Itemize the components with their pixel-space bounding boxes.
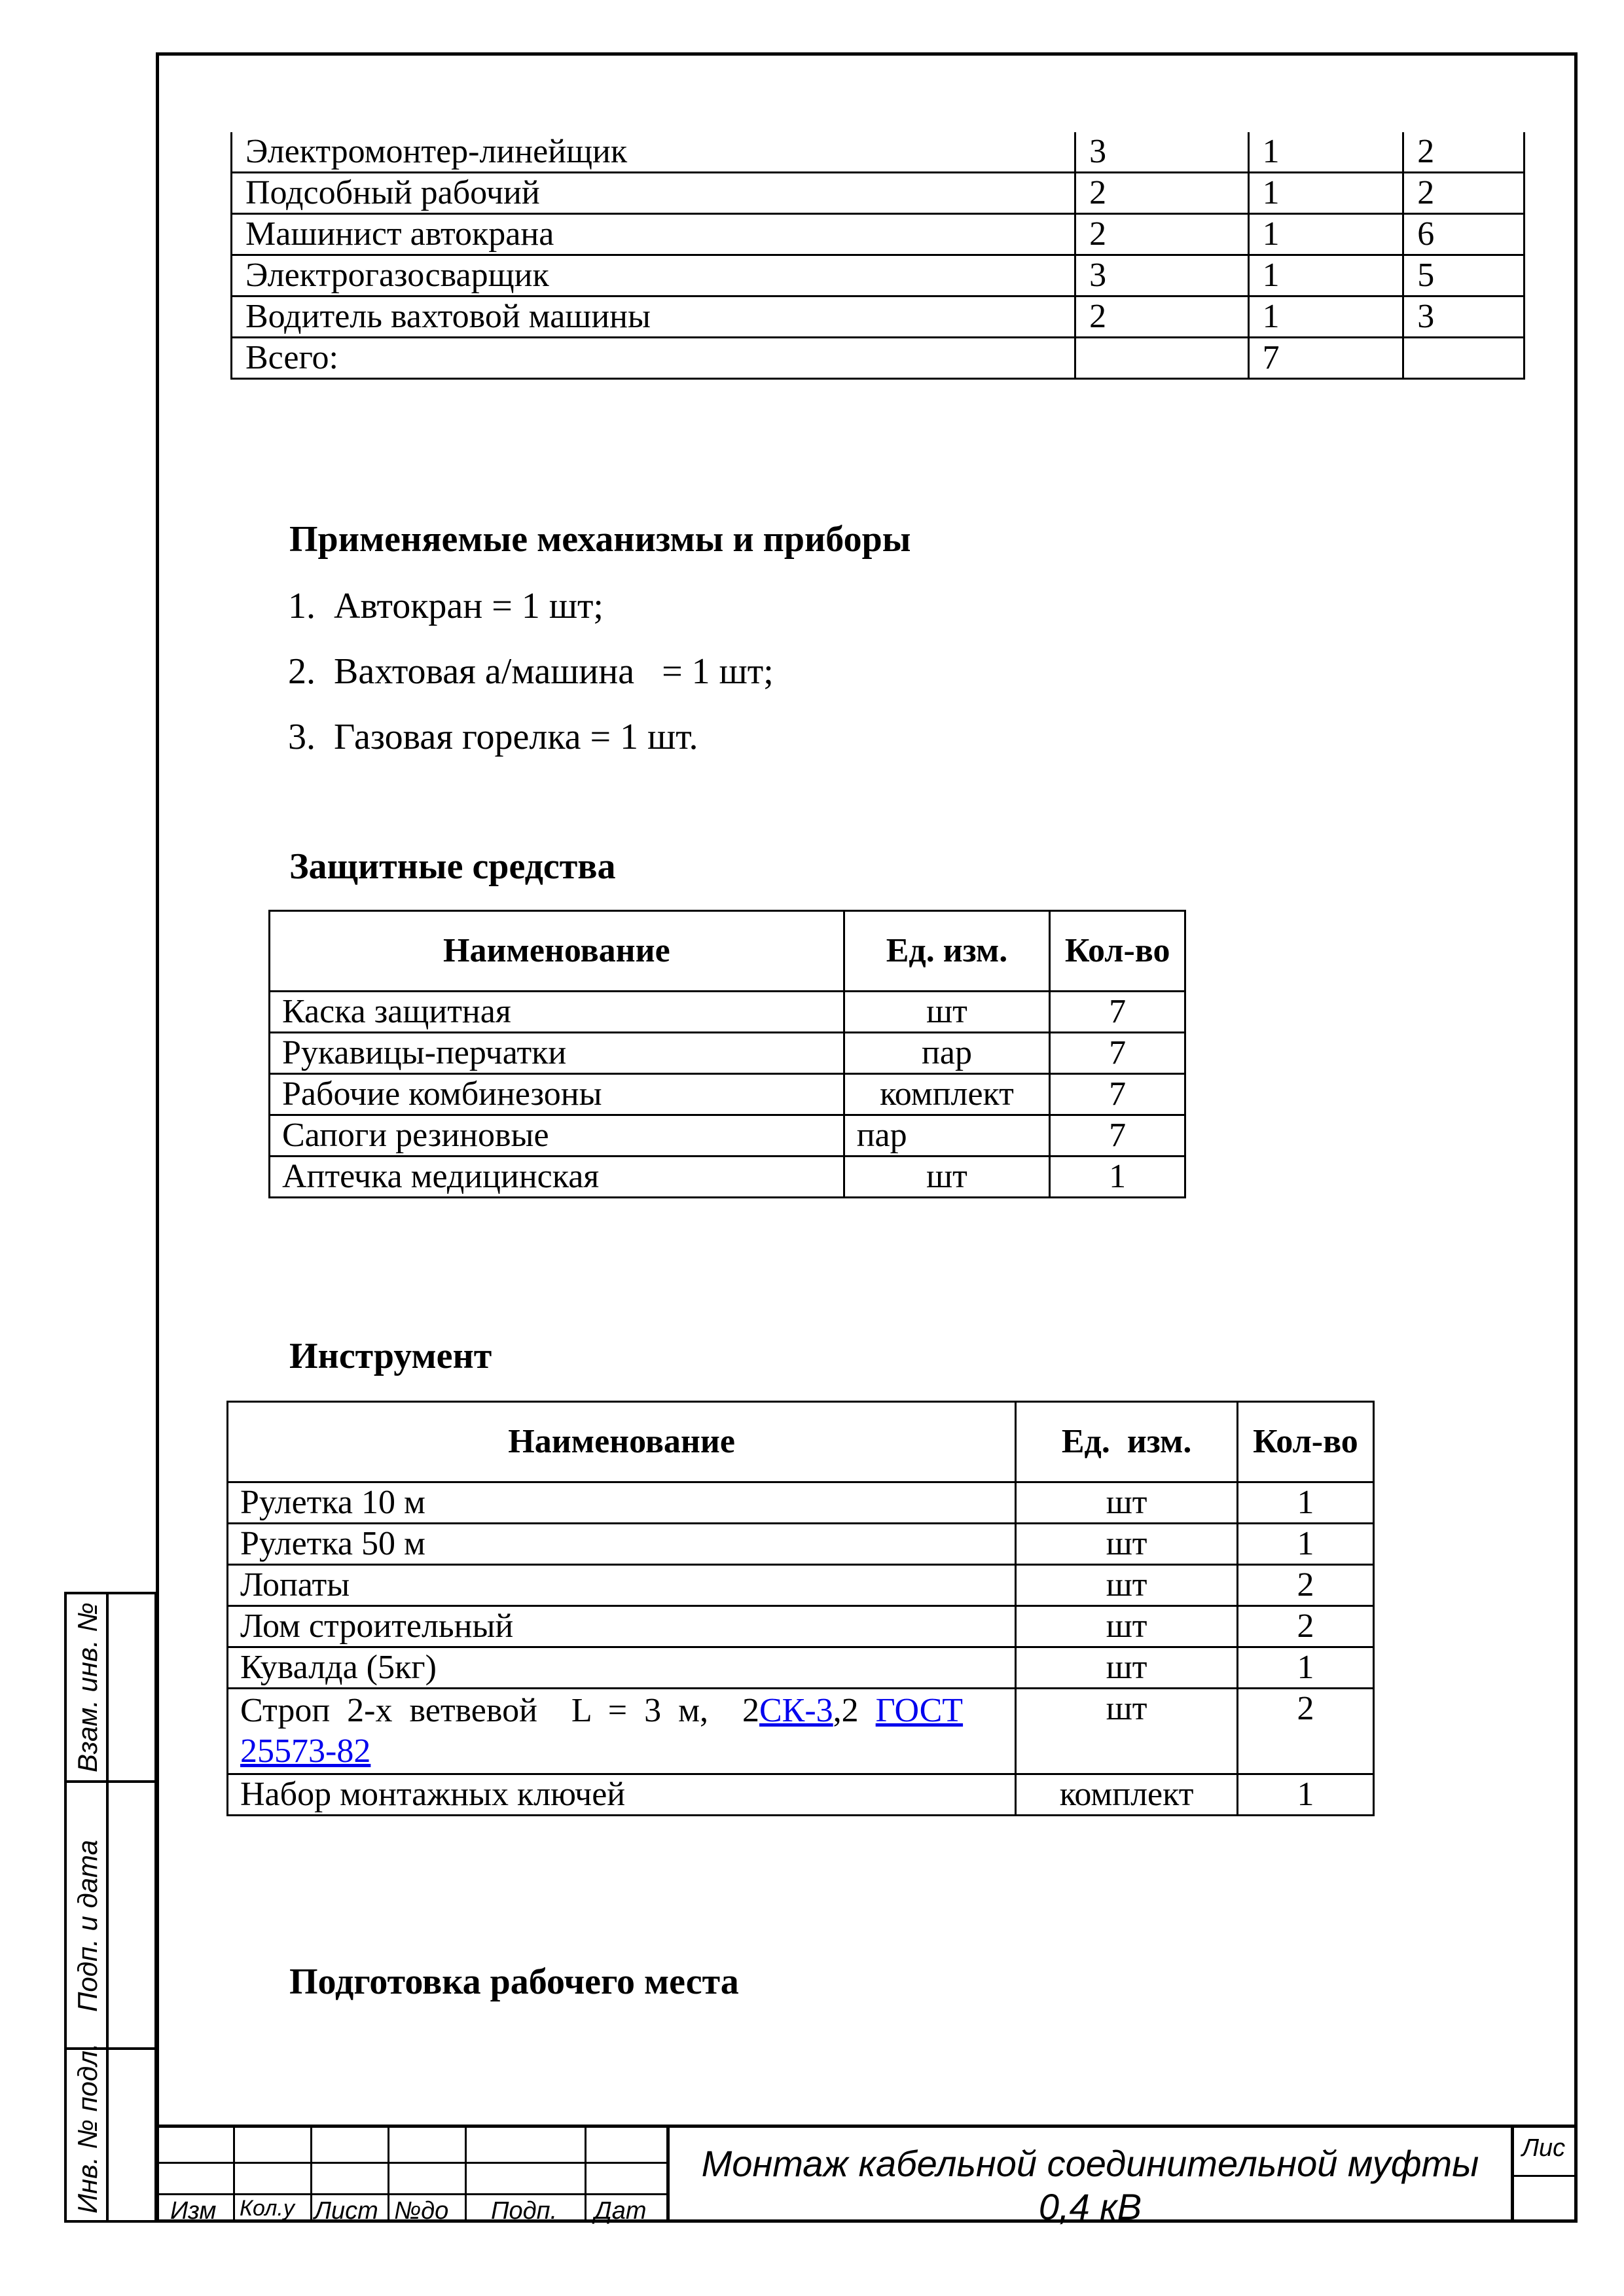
table-row [232,214,1525,255]
table-row [232,132,1525,173]
count-cell: 7 [1248,338,1403,379]
table-row [232,173,1525,214]
strop-text: Строп 2-х ветвевой L = 3 м, 2 [240,1692,759,1729]
col-label-ndok: №до [394,2197,449,2225]
count-cell: 1 [1248,255,1403,296]
title-line-1: Монтаж кабельной соединительной муфты [701,2143,1479,2184]
table-row [270,992,1185,1033]
mechanism-item-3: 3. Газовая горелка = 1 шт. [288,717,698,757]
tools-table [226,1401,1375,1816]
table-row [270,1074,1185,1115]
sk3-link[interactable]: СК-3 [759,1692,833,1729]
qty-cell: 7 [1050,992,1185,1033]
name-cell: Рукавицы-перчатки [270,1033,844,1074]
qty-cell: 1 [1237,1524,1373,1565]
table-row [232,255,1525,296]
col-header-name: Наименование [228,1402,1016,1482]
col-label-podp: Подп. [491,2197,558,2225]
unit-cell: пар [844,1115,1050,1157]
name-cell: Рабочие комбинезоны [270,1074,844,1115]
table-row [228,1524,1374,1565]
qty-cell: 7 [1050,1115,1185,1157]
name-cell: Лом строительный [228,1606,1016,1647]
grade-cell: 2 [1075,173,1249,214]
name-cell: Сапоги резиновые [270,1115,844,1157]
table-row [232,338,1525,379]
unit-cell: шт [1016,1482,1238,1524]
col-header-name: Наименование [270,911,844,992]
col-label-data: Дат [594,2197,647,2225]
role-cell: Водитель вахтовой машины [232,296,1075,338]
col-label-list: Лист [314,2197,378,2225]
gost-link[interactable]: ГОСТ 25573-82 [240,1692,964,1770]
table-row [228,1647,1374,1689]
sheet-label: Лис [1522,2134,1566,2162]
tools-heading: Инструмент [289,1336,492,1376]
protective-heading: Защитные средства [289,846,616,887]
workers-table [230,132,1525,380]
table-row [270,1033,1185,1074]
group-cell: 2 [1403,132,1525,173]
side-inv-sub [64,1592,157,1783]
unit-cell: комплект [1016,1774,1238,1816]
unit-cell: шт [1016,1647,1238,1689]
qty-cell: 1 [1050,1157,1185,1198]
grade-cell [1075,338,1249,379]
col-label-izm: Изм [170,2197,217,2225]
count-cell: 1 [1248,132,1403,173]
col-label-kolu: Кол.у [240,2196,295,2221]
table-row [228,1606,1374,1647]
title-line-2: 0,4 кВ [1038,2186,1142,2227]
group-cell: 3 [1403,296,1525,338]
document-title [666,2128,1511,2227]
side-inv-orig [64,2043,157,2223]
group-cell: 5 [1403,255,1525,296]
qty-cell: 2 [1237,1689,1373,1774]
role-cell: Электрогазосварщик [232,255,1075,296]
grade-cell: 3 [1075,255,1249,296]
name-cell: Аптечка медицинская [270,1157,844,1198]
grade-cell: 2 [1075,214,1249,255]
table-row [232,296,1525,338]
name-cell: Лопаты [228,1565,1016,1606]
qty-cell: 1 [1237,1774,1373,1816]
strop-text-b: ,2 [833,1692,876,1729]
qty-cell: 7 [1050,1033,1185,1074]
qty-cell: 2 [1237,1606,1373,1647]
unit-cell: комплект [844,1074,1050,1115]
name-cell: Рулетка 10 м [228,1482,1016,1524]
count-cell: 1 [1248,296,1403,338]
table-row [228,1482,1374,1524]
name-cell: Каска защитная [270,992,844,1033]
name-cell: Кувалда (5кг) [228,1647,1016,1689]
qty-cell: 1 [1237,1647,1373,1689]
qty-cell: 1 [1237,1482,1373,1524]
unit-cell: шт [1016,1689,1238,1774]
protective-table [268,910,1186,1198]
unit-cell: шт [844,1157,1050,1198]
table-row [228,1565,1374,1606]
unit-cell: шт [844,992,1050,1033]
grade-cell: 3 [1075,132,1249,173]
mechanism-item-2: 2. Вахтовая а/машина = 1 шт; [288,651,774,692]
name-cell: Рулетка 50 м [228,1524,1016,1565]
unit-cell: пар [844,1033,1050,1074]
col-header-unit: Ед. изм. [1016,1402,1238,1482]
group-cell: 2 [1403,173,1525,214]
side-label-inv-orig: Инв. № подл. [72,2043,103,2214]
table-row [228,1689,1374,1774]
name-cell: Набор монтажных ключей [228,1774,1016,1816]
role-cell: Подсобный рабочий [232,173,1075,214]
role-cell: Машинист автокрана [232,214,1075,255]
strop-cell [228,1689,1016,1774]
title-block [156,2125,1578,2227]
side-label-inv-sub: Взам. инв. № [72,1602,103,1772]
side-label-sign-date: Подп. и дата [72,1840,103,2012]
col-header-unit: Ед. изм. [844,911,1050,992]
sheet-box [1511,2128,1574,2223]
mechanism-item-1: 1. Автокран = 1 шт; [288,586,604,626]
unit-cell: шт [1016,1606,1238,1647]
count-cell: 1 [1248,214,1403,255]
role-cell: Всего: [232,338,1075,379]
group-cell: 6 [1403,214,1525,255]
col-header-qty: Кол-во [1050,911,1185,992]
role-cell: Электромонтер-линейщик [232,132,1075,173]
mechanisms-heading: Применяемые механизмы и приборы [289,519,911,560]
workplace-heading: Подготовка рабочего места [289,1962,739,2002]
table-row [270,1115,1185,1157]
side-sign-date [64,1780,157,2050]
grade-cell: 2 [1075,296,1249,338]
table-row [270,1157,1185,1198]
col-header-qty: Кол-во [1237,1402,1373,1482]
group-cell [1403,338,1525,379]
qty-cell: 2 [1237,1565,1373,1606]
unit-cell: шт [1016,1565,1238,1606]
revision-grid [156,2128,666,2223]
count-cell: 1 [1248,173,1403,214]
unit-cell: шт [1016,1524,1238,1565]
qty-cell: 7 [1050,1074,1185,1115]
table-row [228,1774,1374,1816]
